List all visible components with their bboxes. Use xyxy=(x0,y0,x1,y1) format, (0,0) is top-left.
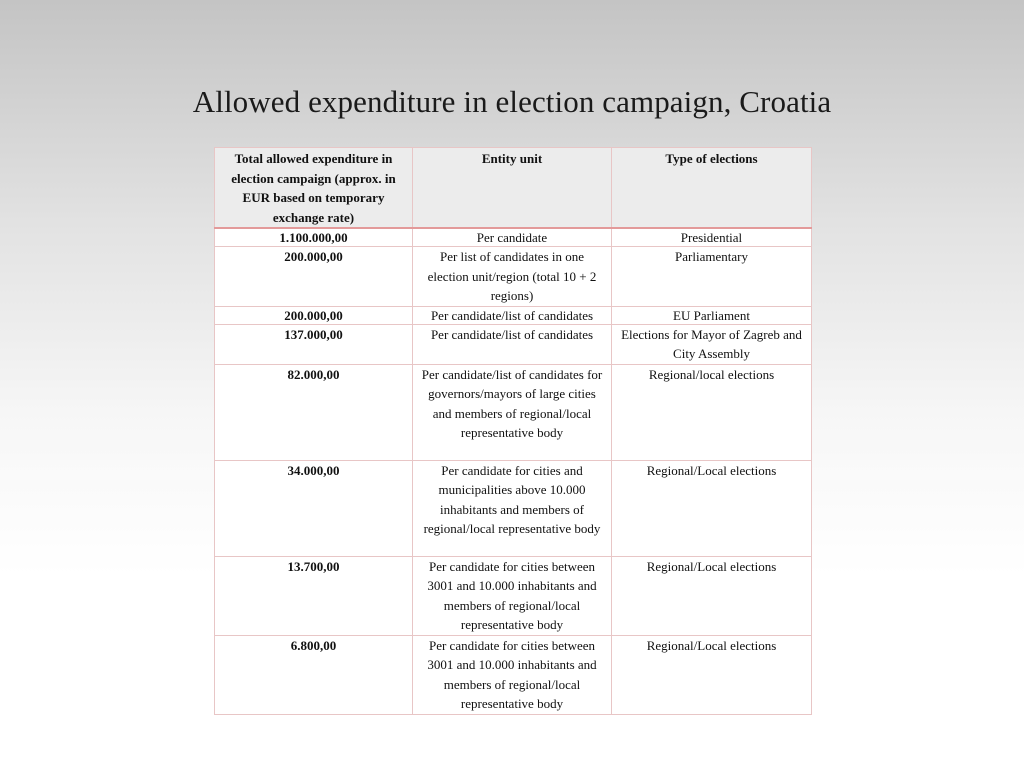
header-type-of-elections: Type of elections xyxy=(612,148,812,229)
header-entity-unit: Entity unit xyxy=(413,148,612,229)
cell-amount: 13.700,00 xyxy=(215,556,413,635)
header-total-expenditure: Total allowed expenditure in election campaign (approx. in EUR based on temporary exchange rate) xyxy=(215,148,413,229)
page-title: Allowed expenditure in election campaign, Croatia xyxy=(192,84,832,119)
cell-entity-unit: Per list of candidates in one election unit/region (total 10 + 2 regions) xyxy=(413,247,612,307)
cell-amount: 137.000,00 xyxy=(215,324,413,364)
table-row xyxy=(215,324,812,364)
cell-election-type: Elections for Mayor of Zagreb and City Assembly xyxy=(612,324,812,364)
cell-amount: 200.000,00 xyxy=(215,247,413,307)
cell-election-type: Regional/Local elections xyxy=(612,635,812,714)
cell-election-type: Regional/Local elections xyxy=(612,556,812,635)
cell-entity-unit: Per candidate/list of candidates for governors/mayors of large cities and members of regional/local representative body xyxy=(413,364,612,460)
table-row xyxy=(215,306,812,324)
table-row xyxy=(215,228,812,247)
cell-election-type: Presidential xyxy=(612,228,812,247)
table-row xyxy=(215,635,812,714)
cell-election-type: Regional/Local elections xyxy=(612,460,812,556)
cell-entity-unit: Per candidate for cities between 3001 and 10.000 inhabitants and members of regional/local representative body xyxy=(413,635,612,714)
cell-amount: 6.800,00 xyxy=(215,635,413,714)
cell-entity-unit: Per candidate xyxy=(413,228,612,247)
cell-election-type: Regional/local elections xyxy=(612,364,812,460)
cell-entity-unit: Per candidate for cities and municipalities above 10.000 inhabitants and members of regional/local representative body xyxy=(413,460,612,556)
cell-election-type: Parliamentary xyxy=(612,247,812,307)
cell-amount: 82.000,00 xyxy=(215,364,413,460)
table-row xyxy=(215,364,812,460)
expenditure-table xyxy=(214,147,812,715)
table-row xyxy=(215,460,812,556)
cell-entity-unit: Per candidate/list of candidates xyxy=(413,306,612,324)
cell-entity-unit: Per candidate/list of candidates xyxy=(413,324,612,364)
table-row xyxy=(215,247,812,307)
table-row xyxy=(215,556,812,635)
cell-amount: 34.000,00 xyxy=(215,460,413,556)
cell-amount: 200.000,00 xyxy=(215,306,413,324)
cell-entity-unit: Per candidate for cities between 3001 and 10.000 inhabitants and members of regional/local representative body xyxy=(413,556,612,635)
cell-amount: 1.100.000,00 xyxy=(215,228,413,247)
cell-election-type: EU Parliament xyxy=(612,306,812,324)
table-header-row xyxy=(215,148,812,229)
